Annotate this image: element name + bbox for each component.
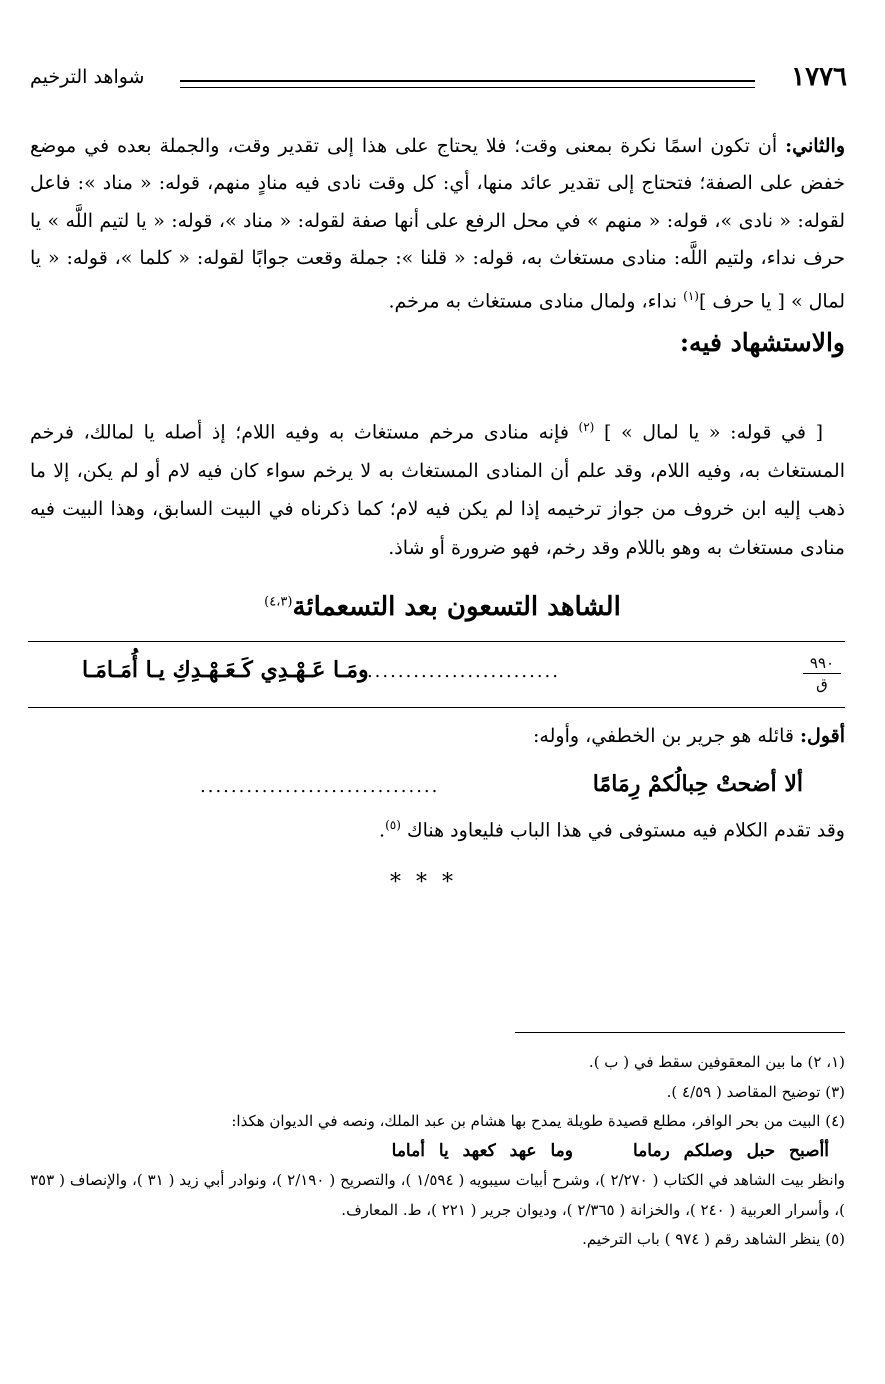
footnote-marker: (٢) (578, 420, 595, 434)
section-separator: * * * (390, 870, 457, 895)
paragraph-tail: نداء، ولمال منادى مستغاث به مرخم. (388, 289, 684, 312)
verse-number-bottom: ق (816, 675, 828, 693)
verse-dots: .......................... (359, 661, 560, 682)
footnote-divider (515, 1032, 845, 1033)
verse-number-top: ٩٩٠ (809, 654, 835, 672)
footnote-marker: (٤،٣) (264, 594, 293, 610)
footnote-marker: (٥) (385, 818, 401, 832)
footnote-item: وانظر بيت الشاهد في الكتاب ( ٢/٢٧٠ )، وشرح أبيات سيبويه ( ١/٥٩٤ )، والتصريح ( ٢/١٩٠ )، ونوادر أبي زيد ( ٣١ )، والإنصاف ( ٣٥٣ )، وأسرار العربية ( ٢٤٠ )، والخزانة ( ٢/٣٦٥ )، وديوان جرير ( ٢٢١ )، ط. المعارف. (30, 1171, 845, 1219)
reference-text: وقد تقدم الكلام فيه مستوفى في هذا الباب فليعاود هناك (406, 819, 845, 842)
footnotes (30, 1048, 845, 1255)
section-heading: والاستشهاد فيه: (679, 328, 845, 357)
running-title: شواهد الترخيم (30, 66, 145, 88)
shahid-title-text: الشاهد التسعون بعد التسعمائة (292, 592, 621, 622)
verse-rule-top (28, 641, 845, 642)
page-number: ١٧٧٦ (791, 62, 847, 92)
body-paragraph (30, 128, 845, 320)
footnote-verse-first: أأصبح حبل وصلكم رماما (632, 1140, 829, 1161)
footnote-marker: (١) (683, 288, 699, 303)
hemistich-dots: ............................... (200, 776, 440, 797)
aqul-text: قائله هو جرير بن الخطفي، وأوله: (533, 725, 800, 747)
fraction-line (803, 673, 841, 674)
page-header (30, 62, 847, 102)
footnote-item: (٤) البيت من بحر الوافر، مطلع قصيدة طويلة يمدح بها هشام بن عبد الملك، ونصه في الديوان هكذا: (231, 1112, 845, 1130)
first-hemistich: ألا أضحتْ حِبالُكمْ رِمَامًا (592, 771, 803, 797)
verse-number (799, 654, 845, 693)
reference-line (379, 818, 845, 841)
paragraph-text: أن تكون اسمًا نكرة بمعنى وقت؛ فلا يحتاج على هذا إلى تقدير وقت، والجملة بعده في موضع خفض على الصفة؛ فتحتاج إلى تقدير عائد منها، أي: كل وقت نادى فيه منادٍ منهم، قوله: « مناد »: فاعل لقوله: « نادى »، قوله: « منهم » في محل الرفع على أنها صفة لقوله: « مناد »، قوله: « يا لتيم اللَّه » يا حرف نداء، ولتيم اللَّه: منادى مستغاث به، قوله: « قلنا »: جملة وقعت جوابًا لقوله: « كلما »، قوله: « يا لمال » [ يا حرف ] (30, 135, 845, 312)
header-divider (180, 80, 755, 88)
footnote-verse (30, 1137, 845, 1167)
shahid-verse: ومَـا عَـهْـدِي كَـعَـهْـدِكِ يـا أُمَـامَـا (82, 657, 369, 683)
commentary-line (533, 725, 845, 747)
shahid-title (0, 592, 885, 622)
paragraph-text: فإنه منادى مرخم مستغاث به وفيه اللام؛ إذ أصله يا لمالك، فرخم المستغاث به، وفيه اللام، وقد علم أن المنادى المستغاث به لا يرخم سواء كان فيه لام أو لم يكن، إلا ما ذهب إليه ابن خروف من جواز ترخيمه إذا لم يكن فيه لام؛ كما ذكرناه في البيت السابق، وهذا البيت فيه منادى مستغاث به وهو باللام وقد رخم، فهو ضرورة أو شاذ. (30, 421, 845, 559)
footnote-item: (١، ٢) ما بين المعقوفين سقط في ( ب ). (588, 1053, 845, 1071)
reference-end: . (379, 819, 386, 842)
footnote-item: (٣) توضيح المقاصد ( ٤/٥٩ ). (666, 1082, 845, 1101)
paragraph-lead: والثاني: (785, 135, 845, 157)
aqul-label: أقول: (800, 725, 845, 747)
verse-rule-bottom (28, 707, 845, 708)
footnote-verse-second: وما عهد كعهد يا أماما (391, 1140, 573, 1161)
istishhad-paragraph (30, 408, 845, 567)
quote-prefix: [ في قوله: « يا لمال » ] (603, 421, 823, 444)
footnote-item: (٥) ينظر الشاهد رقم ( ٩٧٤ ) باب الترخيم. (582, 1230, 845, 1248)
